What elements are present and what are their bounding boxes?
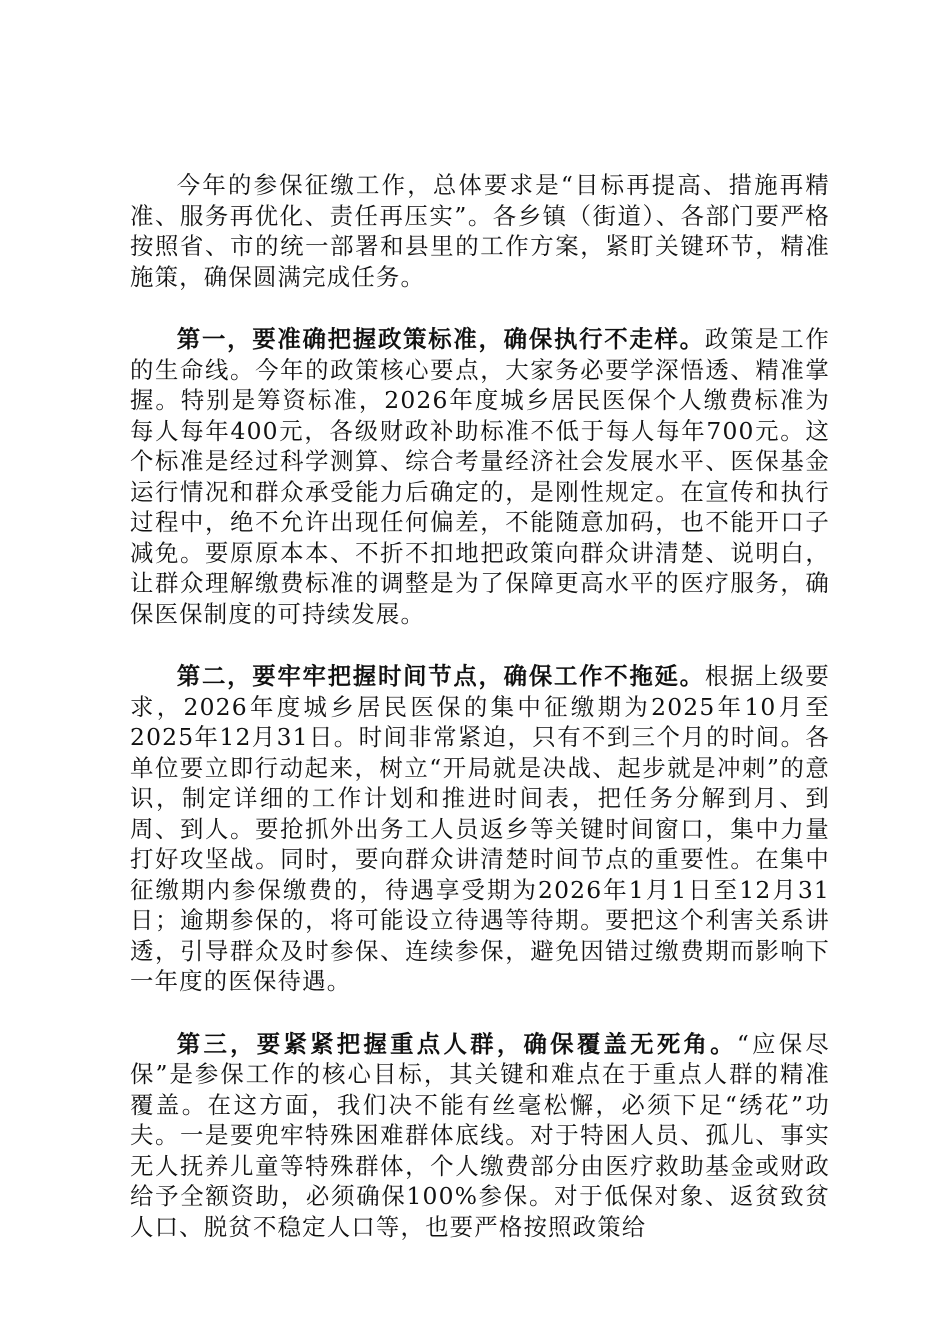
paragraph-text: 根据上级要求，2026年度城乡居民医保的集中征缴期为2025年10月至2025年12月31日。时间非常紧迫，只有不到三个月的时间。各单位要立即行动起来，树立“开局就是决战、起步就是冲刺”的意识，制定详细的工作计划和推进时间表，把任务分解到月、到周、到人。要抢抓外出务工人员返乡等关键时间窗口，集中力量打好攻坚战。同时，要向群众讲清楚时间节点的重要性。在集中征缴期内参保缴费的，待遇享受期为2026年1月1日至12月31日；逾期参保的，将可能设立待遇等待期。要把这个利害关系讲透，引导群众及时参保、连续参保，避免因错过缴费期而影响下一年度的医保待遇。: [130, 662, 830, 995]
paragraph-policy-standard: [130, 324, 830, 629]
paragraph-heading: 第一，要准确把握政策标准，确保执行不走样。: [176, 325, 705, 353]
paragraph-text: “应保尽保”是参保工作的核心目标，其关键和难点在于重点人群的精准覆盖。在这方面，我们决不能有丝毫松懈，必须下足“绣花”功夫。一是要兜牢特殊困难群体底线。对于特困人员、孤儿、事实无人抚养儿童等特殊群体，个人缴费部分由医疗救助基金或财政给予全额资助，必须确保100%参保。对于低保对象、返贫致贫人口、脱贫不稳定人口等，也要严格按照政策给: [130, 1029, 830, 1241]
paragraph-intro: [130, 170, 830, 292]
paragraph-heading: 第三，要紧紧把握重点人群，确保覆盖无死角。: [176, 1029, 737, 1058]
paragraph-key-groups: [130, 1029, 830, 1243]
paragraph-text: 政策是工作的生命线。今年的政策核心要点，大家务必要学深悟透、精准掌握。特别是筹资标准，2026年度城乡居民医保个人缴费标准为每人每年400元，各级财政补助标准不低于每人每年700元。这个标准是经过科学测算、综合考量经济社会发展水平、医保基金运行情况和群众承受能力后确定的，是刚性规定。在宣传和执行过程中，绝不允许出现任何偏差，不能随意加码，也不能开口子减免。要原原本本、不折不扣地把政策向群众讲清楚、说明白，让群众理解缴费标准的调整是为了保障更高水平的医疗服务，确保医保制度的可持续发展。: [130, 325, 830, 628]
paragraph-text: 今年的参保征缴工作，总体要求是“目标再提高、措施再精准、服务再优化、责任再压实”。各乡镇（街道）、各部门要严格按照省、市的统一部署和县里的工作方案，紧盯关键环节，精准施策，确保圆满完成任务。: [130, 171, 830, 291]
document-page: [130, 170, 830, 1274]
paragraph-heading: 第二，要牢牢把握时间节点，确保工作不拖延。: [176, 662, 705, 690]
paragraph-time-node: [130, 661, 830, 997]
